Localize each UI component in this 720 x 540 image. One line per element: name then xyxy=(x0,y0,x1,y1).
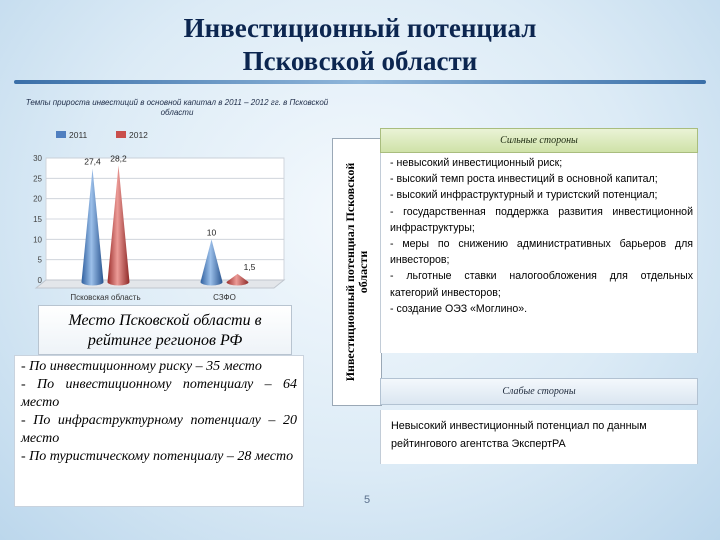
ranking-title: Место Псковской области в рейтинге регионов РФ xyxy=(38,305,292,355)
strength-item: - государственная поддержка развития инвестиционной инфраструктуры; xyxy=(390,205,693,234)
chart-data-label: 28,2 xyxy=(110,153,127,164)
strength-item: - меры по снижению административных барьеров для инвесторов; xyxy=(390,238,693,267)
chart-svg xyxy=(16,128,292,306)
chart-legend xyxy=(56,130,148,140)
vertical-label-box xyxy=(332,138,382,406)
vertical-label: Инвестиционный потенциал Псковской области xyxy=(343,162,370,382)
chart-legend-swatch xyxy=(116,131,126,138)
chart-legend-swatch xyxy=(56,131,66,138)
chart-ytick-label: 5 xyxy=(37,255,42,265)
chart-ytick-label: 0 xyxy=(37,276,42,285)
chart-data-label: 10 xyxy=(206,227,217,238)
chart-ytick-label: 20 xyxy=(33,194,42,204)
strengths-header: Сильные стороны xyxy=(380,128,698,153)
strength-item: - высокий темп роста инвестиций в основной капитал; xyxy=(390,173,658,186)
chart-title: Темпы прироста инвестиций в основной капитал в 2011 – 2012 гг. в Псковской области xyxy=(25,98,329,117)
chart-category-label: Псковская область xyxy=(70,293,141,302)
chart-legend-label: 2011 xyxy=(69,130,88,140)
weaknesses-text: Невысокий инвестиционный потенциал по данным рейтингового агентства ЭкспертРА xyxy=(380,410,698,464)
slide-title-line1: Инвестиционный потенциал xyxy=(183,13,537,43)
chart-ytick-label: 25 xyxy=(33,174,42,184)
ranking-item-risk: - По инвестиционному риску – 35 место xyxy=(21,359,262,374)
investment-growth-chart xyxy=(16,128,292,306)
chart-data-label: 27,4 xyxy=(84,156,101,167)
strength-item: - льготные ставки налогообложения для отдельных категорий инвесторов; xyxy=(390,270,693,299)
chart-ytick-label: 15 xyxy=(33,215,42,224)
chart-ytick-label: 10 xyxy=(33,235,42,245)
chart-legend-label: 2012 xyxy=(129,130,148,140)
strength-item: - создание ОЭЗ «Моглино». xyxy=(390,302,528,315)
strength-item: - высокий инфраструктурный и туристский потенциал; xyxy=(390,189,658,202)
strength-item: - невысокий инвестиционный риск; xyxy=(390,157,563,169)
chart-data-label: 1,5 xyxy=(243,261,256,272)
ranking-item-tourism: - По туристическому потенциалу – 28 место xyxy=(21,449,294,464)
ranking-item-investment: - По инвестиционному потенциалу – 64 место xyxy=(21,377,297,410)
chart-ytick-label: 30 xyxy=(33,154,42,163)
ranking-list xyxy=(14,355,304,507)
page-number: 5 xyxy=(364,494,371,506)
slide-title xyxy=(0,12,720,78)
strengths-list xyxy=(380,153,698,353)
ranking-item-infrastructure: - По инфраструктурному потенциалу – 20 место xyxy=(21,413,297,446)
title-divider xyxy=(14,80,706,84)
chart-category-label: СЗФО xyxy=(213,293,236,302)
slide-title-line2: Псковской области xyxy=(242,46,478,76)
weaknesses-header: Слабые стороны xyxy=(380,378,698,405)
